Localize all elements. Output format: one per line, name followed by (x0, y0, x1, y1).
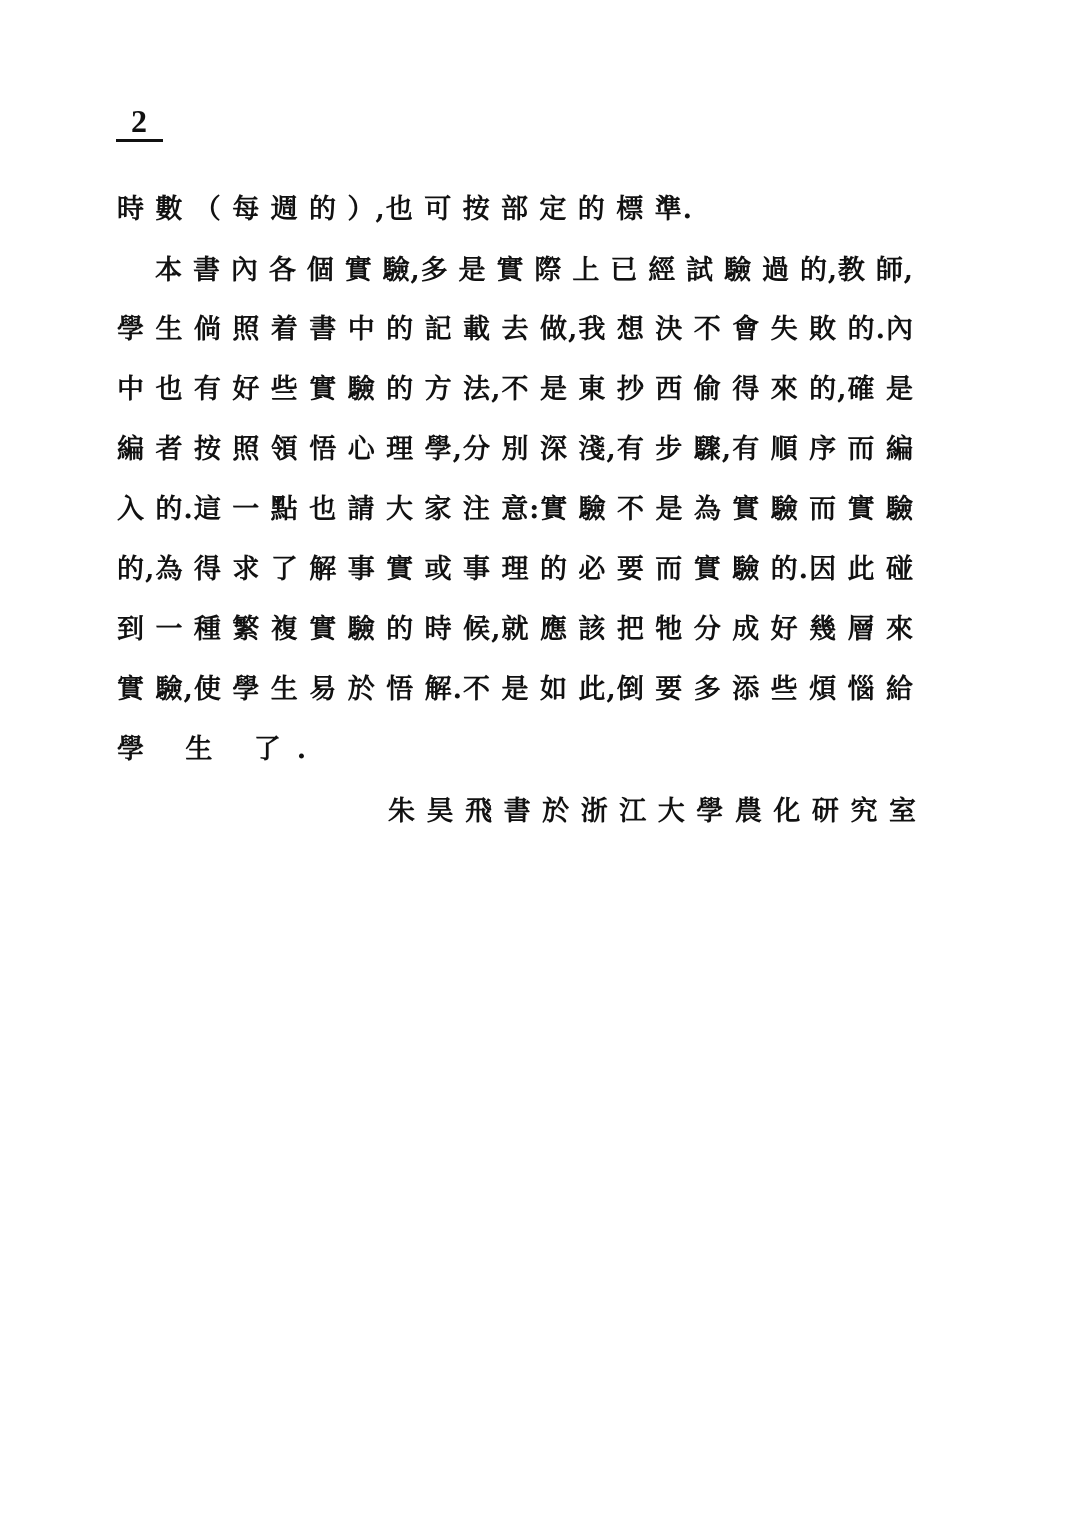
text-line-8: 到 一 種 繁 複 實 驗 的 時 候,就 應 該 把 牠 分 成 好 幾 層 來 (117, 614, 913, 645)
text-line-4: 中 也 有 好 些 實 驗 的 方 法,不 是 東 抄 西 偷 得 來 的,確 是 (117, 374, 913, 405)
text-line-2: 本 書 內 各 個 實 驗,多 是 實 際 上 已 經 試 驗 過 的,教 師, (155, 255, 913, 286)
page-number-underline (116, 139, 163, 142)
text-line-7: 的,為 得 求 了 解 事 實 或 事 理 的 必 要 而 實 驗 的.因 此 碰 (117, 554, 913, 585)
text-line-10: 學 生 了. (117, 734, 323, 765)
text-line-5: 編 者 按 照 領 悟 心 理 學,分 別 深 淺,有 步 驟,有 順 序 而 編 (117, 434, 913, 465)
text-line-1: 時 數 （ 每 週 的 ）,也 可 按 部 定 的 標 準. (117, 194, 692, 225)
text-line-3: 學 生 倘 照 着 書 中 的 記 載 去 做,我 想 決 不 會 失 敗 的.內 (117, 314, 913, 345)
text-line-6: 入 的.這 一 點 也 請 大 家 注 意:實 驗 不 是 為 實 驗 而 實 驗 (117, 494, 913, 525)
author-signature: 朱 昊 飛 書 於 浙 江 大 學 農 化 研 究 室 (388, 796, 916, 827)
text-line-9: 實 驗,使 學 生 易 於 悟 解.不 是 如 此,倒 要 多 添 些 煩 惱 給 (117, 674, 913, 705)
page-number: 2 (131, 103, 147, 139)
